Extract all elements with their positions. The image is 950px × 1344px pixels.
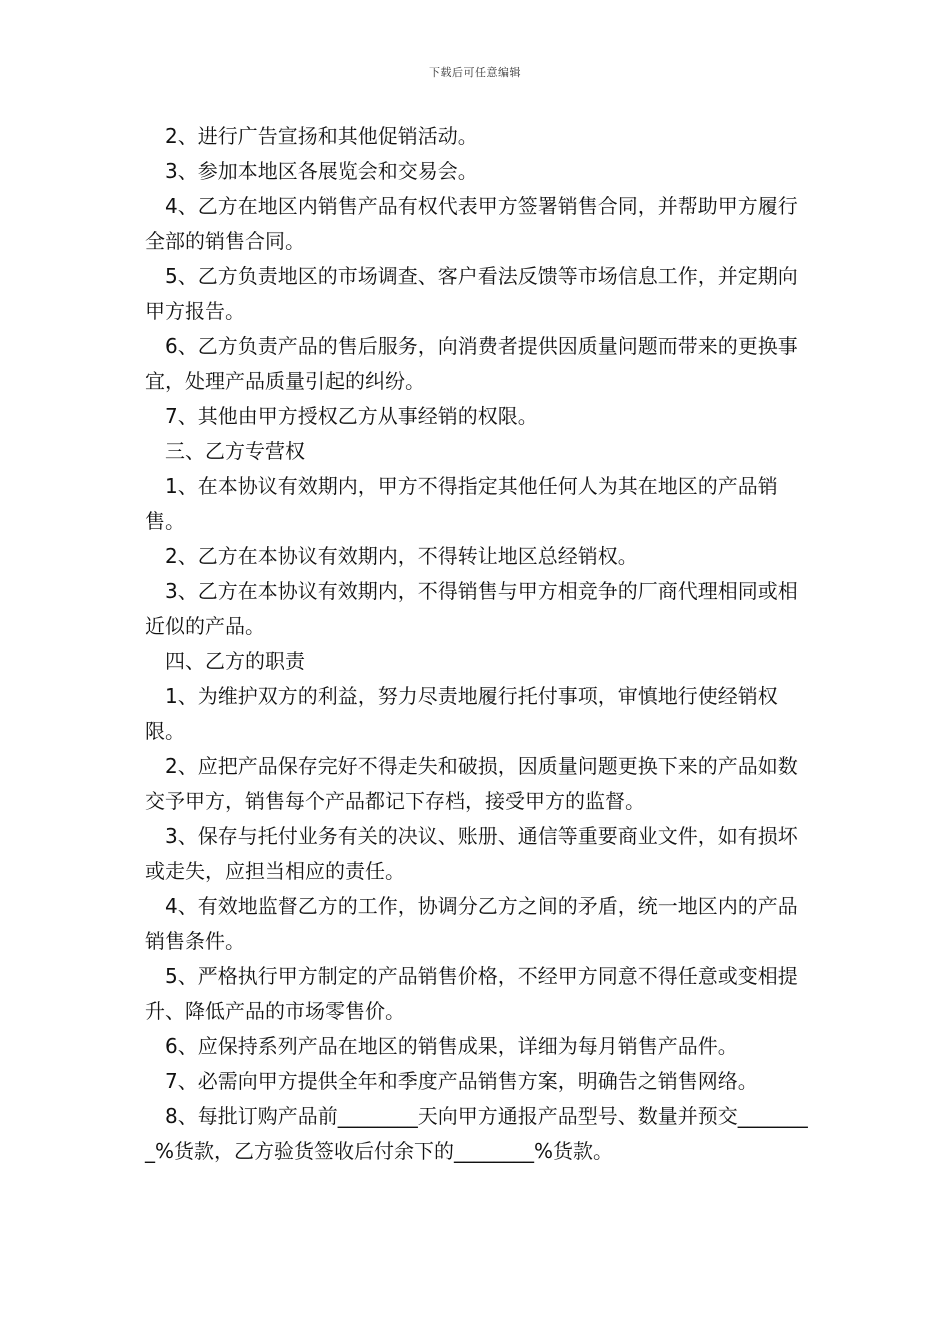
page-header: 下载后可任意编辑 <box>429 66 521 79</box>
paragraph-3-1: 1、在本协议有效期内，甲方不得指定其他任何人为其在地区的产品销售。 <box>145 474 778 533</box>
paragraph-3-2: 2、乙方在本协议有效期内，不得转让地区总经销权。 <box>165 544 638 568</box>
paragraph-2-1: 2、进行广告宣扬和其他促销活动。 <box>165 124 478 148</box>
paragraph-4-8: 8、每批订购产品前________天向甲方通报产品型号、数量并预交________%货款，乙方验货签收后付余下的________%货款。 <box>145 1104 808 1163</box>
paragraph-4-4: 4、有效地监督乙方的工作，协调分乙方之间的矛盾，统一地区内的产品销售条件。 <box>145 894 798 953</box>
paragraph-2-5: 6、乙方负责产品的售后服务，向消费者提供因质量问题而带来的更换事宜，处理产品质量引起的纠纷。 <box>145 334 798 393</box>
document-body <box>145 119 815 1169</box>
paragraph-2-6: 7、其他由甲方授权乙方从事经销的权限。 <box>165 404 538 428</box>
paragraph-4-6: 6、应保持系列产品在地区的销售成果，详细为每月销售产品件。 <box>165 1034 738 1058</box>
paragraph-2-3: 4、乙方在地区内销售产品有权代表甲方签署销售合同，并帮助甲方履行全部的销售合同。 <box>145 194 798 253</box>
paragraph-4-5: 5、严格执行甲方制定的产品销售价格，不经甲方同意不得任意或变相提升、降低产品的市场零售价。 <box>145 964 798 1023</box>
paragraph-4-1: 1、为维护双方的利益，努力尽责地履行托付事项，审慎地行使经销权限。 <box>145 684 778 743</box>
section-heading-3: 三、乙方专营权 <box>165 439 305 463</box>
paragraph-2-4: 5、乙方负责地区的市场调查、客户看法反馈等市场信息工作，并定期向甲方报告。 <box>145 264 798 323</box>
paragraph-2-2: 3、参加本地区各展览会和交易会。 <box>165 159 478 183</box>
paragraph-4-2: 2、应把产品保存完好不得走失和破损，因质量问题更换下来的产品如数交予甲方，销售每个产品都记下存档，接受甲方的监督。 <box>145 754 798 813</box>
paragraph-4-7: 7、必需向甲方提供全年和季度产品销售方案，明确告之销售网络。 <box>165 1069 758 1093</box>
paragraph-3-3: 3、乙方在本协议有效期内，不得销售与甲方相竞争的厂商代理相同或相近似的产品。 <box>145 579 798 638</box>
section-heading-4: 四、乙方的职责 <box>165 649 305 673</box>
paragraph-4-3: 3、保存与托付业务有关的决议、账册、通信等重要商业文件，如有损坏或走失，应担当相应的责任。 <box>145 824 798 883</box>
